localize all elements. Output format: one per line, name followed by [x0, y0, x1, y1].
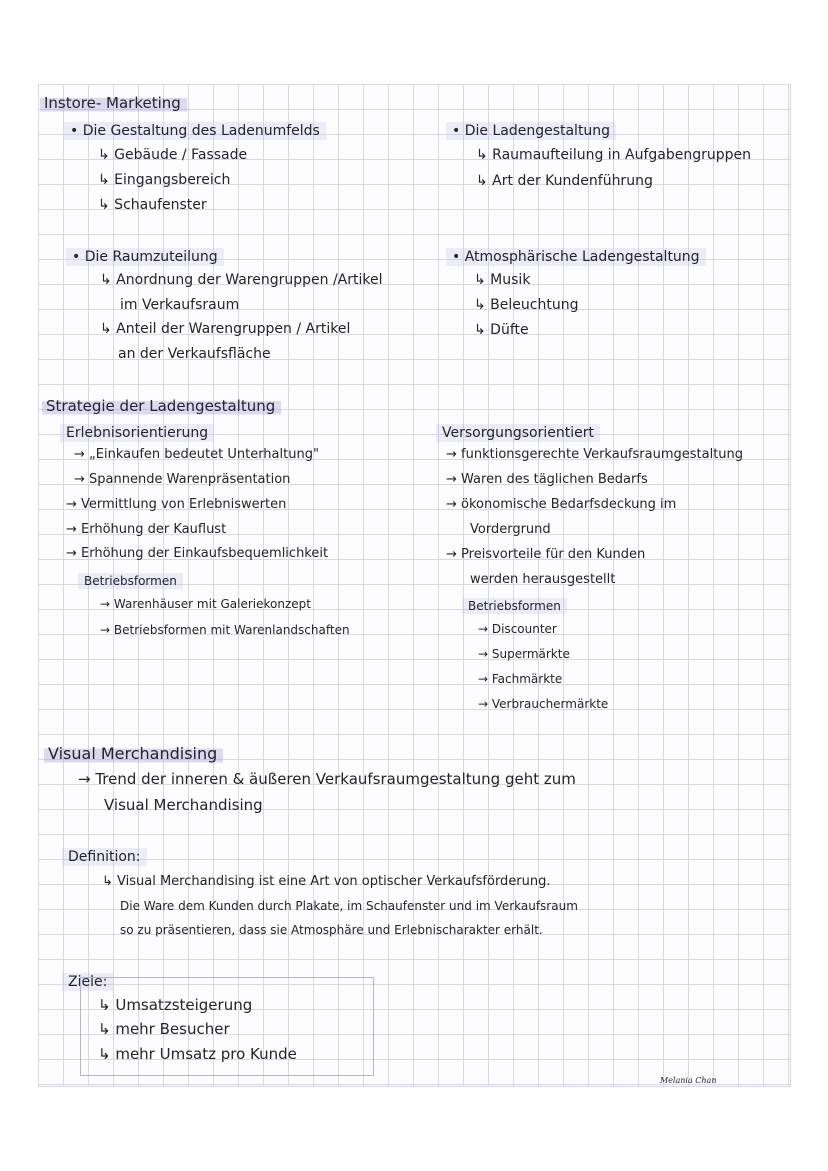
- instore-left-item: ↳ Anordnung der Warengruppen /Artikel: [100, 272, 383, 288]
- instore-left-item: ↳ Gebäude / Fassade: [98, 147, 248, 163]
- instore-right-heading-1: • Die Ladengestaltung: [446, 122, 616, 140]
- strategy-right-item: werden herausgestellt: [470, 572, 616, 587]
- strategy-left-subheading: Betriebsformen: [78, 573, 183, 589]
- goal-item: ↳ mehr Besucher: [98, 1020, 230, 1038]
- strategy-right-item: → ökonomische Bedarfsdeckung im: [446, 497, 677, 512]
- strategy-right-item: → Waren des täglichen Bedarfs: [446, 472, 648, 487]
- instore-right-item: ↳ Beleuchtung: [474, 297, 579, 313]
- section-title-instore: Instore- Marketing: [40, 95, 187, 113]
- strategy-right-subitem: → Fachmärkte: [478, 672, 563, 686]
- instore-left-item: ↳ Eingangsbereich: [98, 172, 231, 188]
- definition-line: so zu präsentieren, dass sie Atmosphäre und Erlebnischarakter erhält.: [120, 923, 543, 937]
- instore-left-item: ↳ Anteil der Warengruppen / Artikel: [100, 321, 351, 337]
- strategy-left-subitem: → Warenhäuser mit Galeriekonzept: [100, 597, 311, 611]
- strategy-left-item: → Erhöhung der Kauflust: [66, 522, 227, 537]
- strategy-left-item: → Vermittlung von Erlebniswerten: [66, 497, 287, 512]
- instore-right-item: ↳ Musik: [474, 272, 531, 288]
- goal-item: ↳ Umsatzsteigerung: [98, 996, 253, 1014]
- visual-trend-line-1: → Trend der inneren & äußeren Verkaufsraumgestaltung geht zum: [78, 770, 576, 788]
- goal-item: ↳ mehr Umsatz pro Kunde: [98, 1045, 297, 1063]
- strategy-right-subitem: → Discounter: [478, 622, 557, 636]
- strategy-left-heading: Erlebnisorientierung: [60, 424, 214, 442]
- strategy-left-item: → „Einkaufen bedeutet Unterhaltung": [74, 447, 319, 462]
- section-title-visual: Visual Merchandising: [44, 745, 223, 764]
- visual-trend-line-2: Visual Merchandising: [104, 796, 263, 814]
- instore-right-item: ↳ Raumaufteilung in Aufgabengruppen: [476, 147, 751, 163]
- instore-left-item: an der Verkaufsfläche: [118, 346, 271, 362]
- strategy-right-item: Vordergrund: [470, 522, 551, 537]
- instore-left-heading-2: • Die Raumzuteilung: [66, 248, 224, 266]
- definition-line: ↳ Visual Merchandising ist eine Art von optischer Verkaufsförderung.: [102, 874, 551, 889]
- instore-right-item: ↳ Düfte: [474, 322, 529, 338]
- signature: Melania Chan: [660, 1076, 717, 1085]
- strategy-left-subitem: → Betriebsformen mit Warenlandschaften: [100, 623, 350, 637]
- strategy-left-item: → Spannende Warenpräsentation: [74, 472, 291, 487]
- strategy-right-subitem: → Supermärkte: [478, 647, 570, 661]
- strategy-right-item: → funktionsgerechte Verkaufsraumgestaltung: [446, 447, 744, 462]
- strategy-right-heading: Versorgungsorientiert: [436, 424, 600, 442]
- instore-right-item: ↳ Art der Kundenführung: [476, 173, 653, 189]
- instore-right-heading-2: • Atmosphärische Ladengestaltung: [446, 248, 706, 266]
- strategy-right-subheading: Betriebsformen: [462, 598, 567, 614]
- definition-line: Die Ware dem Kunden durch Plakate, im Schaufenster und im Verkaufsraum: [120, 899, 578, 913]
- strategy-left-item: → Erhöhung der Einkaufsbequemlichkeit: [66, 546, 329, 561]
- definition-label: Definition:: [62, 848, 147, 866]
- instore-left-heading-1: • Die Gestaltung des Ladenumfelds: [64, 122, 326, 140]
- instore-left-item: im Verkaufsraum: [120, 297, 240, 313]
- strategy-right-item: → Preisvorteile für den Kunden: [446, 547, 646, 562]
- goals-label: Ziele:: [62, 973, 113, 991]
- strategy-right-subitem: → Verbrauchermärkte: [478, 697, 609, 711]
- section-title-strategy: Strategie der Ladengestaltung: [42, 398, 281, 416]
- instore-left-item: ↳ Schaufenster: [98, 197, 207, 213]
